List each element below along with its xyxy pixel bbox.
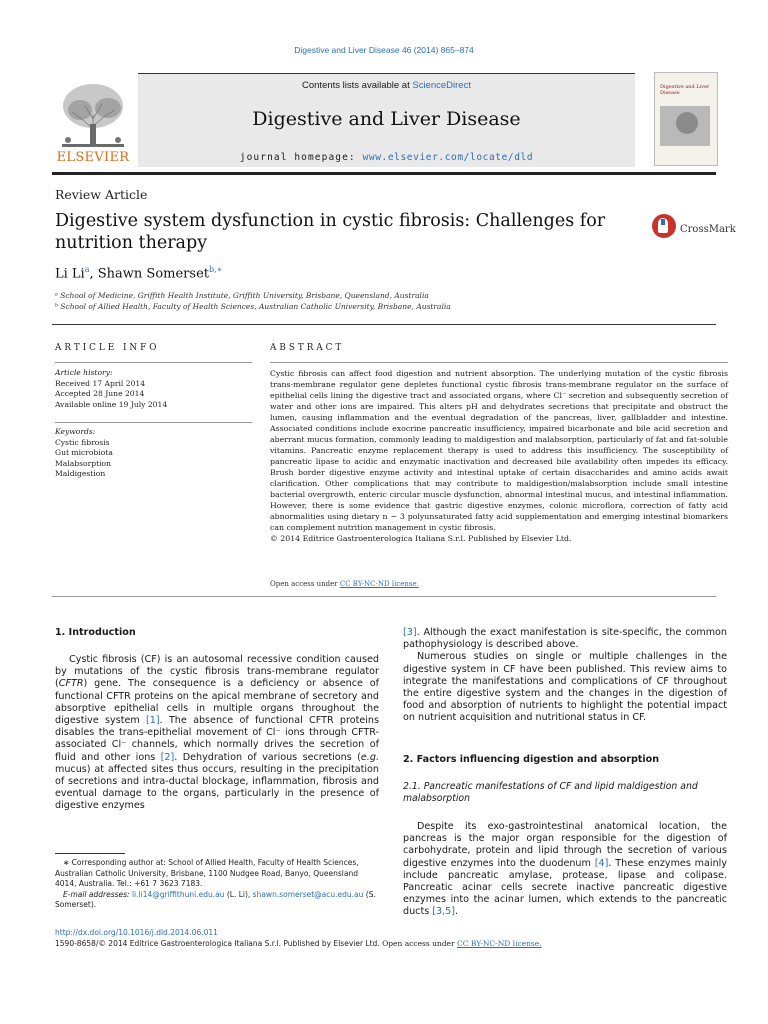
email-link[interactable]: shawn.somerset@acu.edu.au: [252, 889, 364, 899]
keyword: Malabsorption: [55, 458, 112, 468]
keywords-block: [55, 427, 113, 480]
sciencedirect-link[interactable]: ScienceDirect: [412, 80, 471, 91]
issn-copyright-line: [55, 939, 542, 948]
author-name[interactable]: Shawn Somerset: [97, 266, 209, 282]
homepage-url-link[interactable]: www.elsevier.com/locate/dld: [362, 152, 534, 163]
keyword: Cystic fibrosis: [55, 437, 110, 447]
history-online: Available online 19 July 2014: [55, 399, 168, 409]
history-received: Received 17 April 2014: [55, 378, 146, 388]
footnote-rule: [55, 853, 125, 854]
pancreas-paragraph: [403, 821, 727, 919]
abstract-rule: [270, 362, 728, 363]
cover-title: Digestive and Liver Disease: [660, 84, 710, 96]
license-link[interactable]: CC BY-NC-ND license.: [456, 939, 542, 948]
section-2-1-body: [403, 821, 727, 919]
reference-link[interactable]: [4]: [594, 857, 609, 869]
open-access-line: [270, 580, 419, 588]
affiliation-a: ᵃ School of Medicine, Griffith Health Institute, Griffith University, Brisbane, Queensland, Australia: [55, 291, 429, 300]
article-info-rule: [55, 362, 252, 363]
article-info-heading: ARTICLE INFO: [55, 343, 160, 353]
crossmark-label[interactable]: CrossMark: [680, 224, 736, 235]
corresponding-author: ∗ Corresponding author at: School of Allied Health, Faculty of Health Sciences, Australian Catholic University, Brisbane, 1100 Nudgee Road, Banyo, Queensland 4014, Australia. Tel.: +61 7 3623 7183.: [55, 858, 359, 888]
reference-link[interactable]: [3]: [403, 627, 417, 638]
abstract-text: Cystic fibrosis can affect food digestion and nutrient absorption. The underlying mutation of the cystic fibrosis trans-membrane regulator gene depletes functional cystic fibrosis trans-membrane regulator on the surface of epithelial cells lining the digestive tract and associated organs, where Cl⁻ secretion and subsequently secretion of water and other ions are impaired. This alters pH and dehydrates secretions that precipitate and obstruct the lumen, causing inflammation and the eventual degradation of the pancreas, liver, gallbladder and intestine. Associated conditions include exocrine pancreatic insufficiency, impaired bicarbonate and bile acid secretion and aberrant mucus formation, commonly leading to maldigestion and malabsorption, particularly of fat and fat-soluble vitamins. Pancreatic enzyme replacement therapy is used to address this insufficiency. The susceptibility of pancreatic lipase to acidic and enzymatic inactivation and decreased bile availability often impedes its efficacy. Brush border digestive enzyme activity and intestinal uptake of certain disaccharides and amino acids await clarification. Other complications that may contribute to maldigestion/malabsorption include small intestine bacterial overgrowth, enteric circular muscle dysfunction, abnormal intestinal mucus, and intestinal inflammation. However, there is some evidence that gastric digestive enzymes, colonic microflora, correction of fatty acid abnormalities using dietary n − 3 polyunsaturated fatty acid supplementation and emerging intestinal biomarkers can complement nutrition management in cystic fibrosis.: [270, 369, 728, 532]
author-affil-marker[interactable]: a: [84, 265, 90, 274]
doi-link[interactable]: http://dx.doi.org/10.1016/j.dld.2014.06.011: [55, 928, 218, 937]
section-1-heading: 1. Introduction: [55, 627, 136, 638]
text-run: Despite its exo-gastrointestinal anatomical location, the pancreas is the major organ responsible for the digestion of carbohydrate, protein and lipid through the secretion of various digestive enzymes into the duodenum: [403, 821, 727, 869]
article-type: Review Article: [55, 187, 148, 202]
abstract-copyright: © 2014 Editrice Gastroenterologica Italiana S.r.l. Published by Elsevier Ltd.: [270, 534, 572, 543]
header-bottom-rule: [52, 172, 716, 175]
journal-citation[interactable]: Digestive and Liver Disease 46 (2014) 865–874: [294, 45, 474, 55]
text-run: e.g.: [360, 751, 379, 763]
email-label: E-mail addresses:: [63, 889, 132, 899]
reference-link[interactable]: [2]: [160, 751, 175, 763]
text-run: . These enzymes mainly include pancreatic amylase, protease, lipase and colipase. Pancreatic acinar cells secrete inactive pancreatic digestive enzymes into the acinar lumen, which extends to the pancreatic ducts: [403, 857, 727, 918]
article-title: Digestive system dysfunction in cystic fibrosis: Challenges for nutrition therapy: [55, 211, 606, 253]
right-column: [403, 627, 727, 725]
history-label: Article history:: [55, 368, 113, 377]
abstract-body: [270, 368, 728, 544]
abstract-heading: ABSTRACT: [270, 343, 345, 353]
author-list: Li Li$^a$, Shawn Somerset$^{b,∗}$: [55, 265, 223, 282]
reference-link[interactable]: [1]: [146, 715, 160, 727]
author-affil-marker[interactable]: b,∗: [208, 265, 223, 274]
author-name[interactable]: Li Li: [55, 266, 85, 282]
contents-prefix: Contents lists available at: [302, 80, 413, 91]
email-link[interactable]: li.li14@griffithuni.edu.au: [131, 889, 225, 899]
text-run: . The absence of functional CFTR proteins disables the trans-epithelial movement of Cl⁻ ions through CFTR-associated Cl⁻ channels, which normally drives the secretion of fluid and other ions: [55, 715, 379, 763]
open-access-prefix: Open access under: [382, 939, 457, 948]
intro-paragraph-2: Numerous studies on single or multiple challenges in the digestive system in CF have been published. This review aims to integrate the manifestations and complications of CF throughout the entire digestive system and the changes in the digestion of food and absorption of nutrients to highlight the potential impact on nutrient acquisition and nutritional status in CF.: [403, 651, 727, 724]
section-2-heading: 2. Factors influencing digestion and absorption: [403, 754, 660, 765]
journal-homepage-line: [138, 152, 635, 163]
open-access-prefix: Open access under: [270, 580, 340, 588]
text-run: . Although the exact manifestation is site-specific, the common pathophysiology is described above.: [403, 627, 727, 651]
homepage-label: journal homepage:: [239, 152, 363, 163]
keywords-label: Keywords:: [55, 427, 96, 436]
text-run: ) gene. The consequence is a deficiency or absence of functional CFTR proteins on the apical membrane of secretory and absorptive epithelial cells in multiple organs throughout the digestive system: [55, 678, 379, 727]
text-run: .: [455, 906, 459, 918]
section-rule: [52, 324, 716, 325]
elsevier-wordmark: ELSEVIER: [56, 150, 130, 165]
article-history: [55, 368, 167, 410]
journal-title: Digestive and Liver Disease: [252, 108, 521, 130]
affiliation-b: ᵇ School of Allied Health, Faculty of Health Sciences, Australian Catholic University, Brisbane, Australia: [55, 302, 451, 311]
left-column: [55, 654, 379, 813]
reference-link[interactable]: [3,5]: [432, 906, 456, 918]
crossmark-ribbon-accent: [661, 219, 665, 225]
email-owner: (L. Li),: [224, 889, 253, 899]
abstract-bottom-rule: [52, 596, 716, 597]
section-2-1-heading: 2.1. Pancreatic manifestations of CF and lipid maldigestion and malabsorption: [403, 781, 698, 804]
text-run: CFTR: [58, 678, 84, 690]
contents-available-line: [138, 80, 635, 91]
issn-copyright: 1590-8658/© 2014 Editrice Gastroenterologica Italiana S.r.l. Published by Elsevier Ltd.: [55, 939, 383, 948]
text-run: . Dehydration of various secretions (: [174, 751, 361, 763]
keyword: Gut microbiota: [55, 448, 113, 457]
cover-image-detail: [676, 112, 698, 134]
text-run: mucus) at affected sites thus occurs, resulting in the precipitation of secretions and intra-ductal blockage, inflammation, fibrosis and eventual damage to the organs, particularly in the presence of digestive enzymes: [55, 763, 379, 812]
intro-paragraph: [55, 654, 379, 813]
history-accepted: Accepted 28 June 2014: [55, 389, 145, 398]
text-run: Cystic fibrosis (CF) is an autosomal recessive condition caused by mutations of the cystic fibrosis trans-membrane regulator (: [55, 654, 379, 690]
keyword: Maldigestion: [55, 469, 106, 478]
email-owner: (S. Somerset).: [55, 889, 376, 909]
corresponding-author-footnote: [55, 858, 380, 911]
license-link[interactable]: CC BY-NC-ND license.: [339, 580, 419, 588]
intro-paragraph-continued: [403, 627, 727, 651]
keywords-rule: [55, 422, 252, 423]
